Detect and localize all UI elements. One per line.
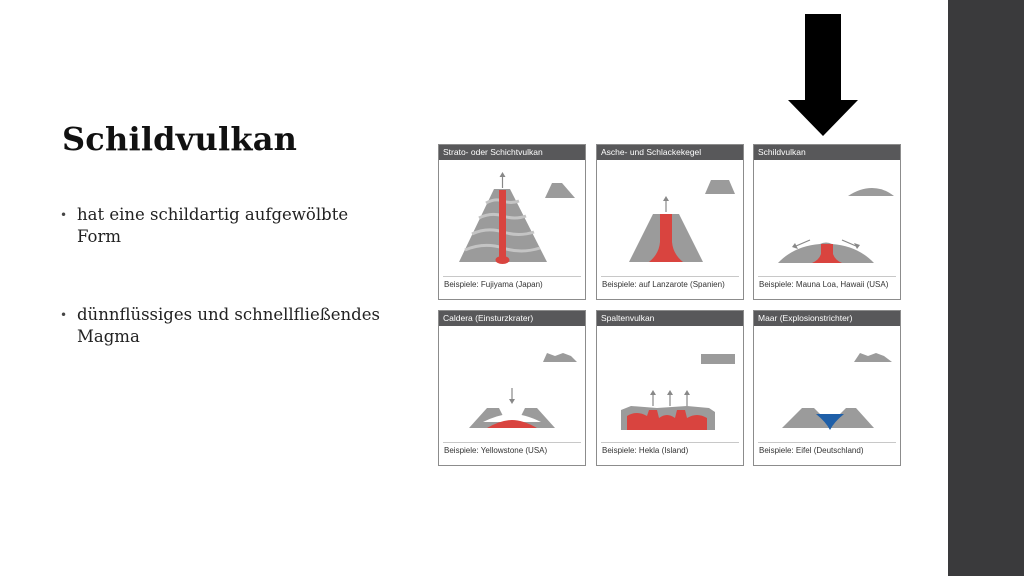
panel-example: Beispiele: Yellowstone (USA) [444, 446, 548, 455]
panel-title: Asche- und Schlackekegel [597, 145, 743, 160]
volcano-panel-strato [438, 144, 586, 300]
panel-title: Spaltenvulkan [597, 311, 743, 326]
panel-title: Schildvulkan [754, 145, 900, 160]
shield-volcano-illustration [754, 160, 900, 275]
panel-title: Strato- oder Schichtvulkan [439, 145, 585, 160]
panel-title: Caldera (Einsturzkrater) [439, 311, 585, 326]
panel-example: Beispiele: Fujiyama (Japan) [444, 280, 543, 289]
panel-divider [601, 442, 739, 443]
panel-example: Beispiele: Eifel (Deutschland) [759, 446, 864, 455]
panel-divider [443, 276, 581, 277]
bullet-text: hat eine schildartig aufgewölbte Form [77, 205, 349, 246]
panel-title: Maar (Explosionstrichter) [754, 311, 900, 326]
volcano-panel-shield [753, 144, 901, 300]
volcano-panel-cinder-cone [596, 144, 744, 300]
volcano-panel-maar [753, 310, 901, 466]
cinder-cone-illustration [597, 160, 743, 275]
fissure-volcano-illustration [597, 326, 743, 441]
right-sidebar-bar [948, 0, 1024, 576]
maar-illustration [754, 326, 900, 441]
volcano-panel-caldera [438, 310, 586, 466]
caldera-illustration [439, 326, 585, 441]
panel-divider [443, 442, 581, 443]
bullet-dot-icon: • [60, 208, 68, 222]
panel-divider [758, 442, 896, 443]
bullet-item [60, 304, 390, 348]
bullet-text: dünnflüssiges und schnellfließendes Magma [77, 305, 380, 346]
bullet-item [60, 204, 390, 248]
slide-title: Schildvulkan [62, 120, 298, 158]
panel-example: Beispiele: Mauna Loa, Hawaii (USA) [759, 280, 889, 289]
strato-volcano-illustration [439, 160, 585, 275]
bullet-dot-icon: • [60, 308, 68, 322]
panel-divider [758, 276, 896, 277]
volcano-panel-fissure [596, 310, 744, 466]
panel-divider [601, 276, 739, 277]
panel-example: Beispiele: Hekla (Island) [602, 446, 689, 455]
panel-example: Beispiele: auf Lanzarote (Spanien) [602, 280, 725, 289]
down-arrow-icon [788, 14, 858, 138]
